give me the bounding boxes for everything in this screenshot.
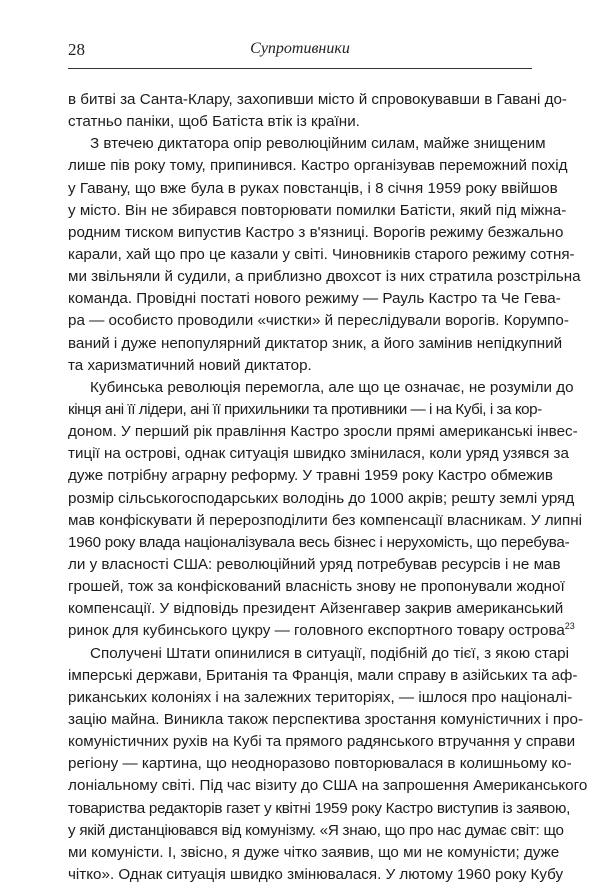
header-rule [68,68,532,69]
text-line-content: кінця ані її лідери, ані її прихильники та противники — і на Кубі, і за кор- [68,400,542,418]
text-line-content: З втечею диктатора опір революційним силам, майже знищеним [90,135,546,153]
text-line [68,643,570,665]
text-line [68,111,532,133]
text-line [68,842,560,864]
text-line [68,266,581,288]
text-line [68,155,568,177]
text-line [68,200,567,222]
text-line-content: ваний і дуже непопулярний диктатор зник, а його замінив непідкупний [68,334,563,352]
text-line-content: та харизматичний новий диктатор. [68,356,312,374]
text-line [68,709,583,731]
text-line-content: у якій дистанціювався від комунізму. «Я знаю, що про нас думає світ: що [68,821,564,839]
text-line [68,443,569,465]
text-line-content: родним тиском випустив Кастро з в'язниці. Ворогів режиму безжально [68,223,564,241]
page-number: 28 [68,40,85,59]
text-line [68,244,575,266]
body-text [68,89,588,886]
text-line-content: Сполучені Штати опинилися в ситуації, подібній до тієї, з якою старі [90,644,570,662]
text-line-content: грошей, тож за конфіскований власність знову не пропонували жодної [68,578,565,596]
text-line-content: у місто. Він не збирався повторювати помилки Батісти, який під міжна- [68,201,567,219]
text-line-content: дуже потрібну аграрну реформу. У травні 1959 року Кастро обмежив [68,467,553,485]
text-line-content: компенсації. У відповідь президент Айзенгавер закрив американський [68,600,564,618]
text-line [68,576,565,598]
text-line [68,510,583,532]
text-line [68,488,575,510]
text-line [68,399,542,421]
text-line [68,310,569,332]
text-line [68,288,561,310]
text-line [68,753,572,775]
text-line-content: у Гавану, що вже була в руках повстанців, і 8 січня 1959 року ввійшов [68,179,558,197]
text-line-content: Кубинська революція перемогла, але що це означає, не розуміли до [90,378,574,396]
text-line [68,333,563,355]
paragraph [68,133,581,377]
text-line-content: ми звільняли й судили, а приблизно двохсот із них стратила розстрільна [68,268,581,286]
paragraph [68,377,583,643]
text-line-content: регіону — картина, що неодноразово повторювалася в колишньому ко- [68,755,572,773]
text-line-content: товариства редакторів газет у квітні 1959 року Кастро виступив із заявою, [68,799,571,817]
text-line-content: 1960 року влада націоналізувала весь бізнес і нерухомість, що перебува- [68,533,570,551]
text-line [68,864,564,886]
text-line [68,820,564,842]
text-line [68,598,564,620]
text-line-content: ринок для кубинського цукру — головного експортного товару острова [68,622,565,640]
text-line-content: зацію майна. Виникла також перспектива зростання комуністичних і про- [68,710,583,728]
text-line-content: карали, хай що про це казали у світі. Чиновників старого режиму сотня- [68,245,575,263]
text-line-content: риканських колоніях і на залежних територіях, — ішлося про націоналі- [68,688,573,706]
text-line-content: лоніальному світі. Під час візиту до США на запрошення Американського [68,777,588,795]
running-title: Супротивники [250,40,350,57]
text-line [68,532,570,554]
paragraph [68,89,567,133]
text-line-content: ли у власності США: революційний уряд потребував ресурсів і не мав [68,555,561,573]
text-line-content: розмір сільськогосподарських володінь до 1000 акрів; решту землі уряд [68,489,575,507]
footnote-ref: 23 [564,621,575,632]
text-line [68,465,553,487]
text-line [68,798,571,820]
text-line-content: команда. Провідні постаті нового режиму — Рауль Кастро та Че Гева- [68,290,561,308]
text-line [68,687,573,709]
text-line-content: мав конфіскувати й перерозподілити без компенсації власникам. У липні [68,511,583,529]
text-line-content: лише пів року тому, припинився. Кастро організував переможний похід [68,157,568,175]
text-line-content: ми комуністи. І, звісно, я дуже чітко заявив, що ми не комуністи; дуже [68,843,560,861]
text-line [68,355,532,377]
paragraph [68,643,588,887]
page-header [68,40,532,62]
text-line [68,133,546,155]
text-line-content: тиції на острові, однак ситуація швидко змінилася, коли уряд узявся за [68,445,569,463]
text-line-content: статньо паніки, щоб Батіста втік із країни. [68,113,360,131]
text-line [68,731,576,753]
text-line [68,665,578,687]
text-line-content: імперські держави, Британія та Франція, мали справу в азійських та аф- [68,666,578,684]
text-line [68,620,575,642]
text-line [68,775,588,797]
text-line [68,377,574,399]
text-line-content: ра — особисто проводили «чистки» й переслідували ворогів. Корумпо- [68,312,569,330]
text-line-content: в битві за Санта-Клару, захопивши місто й спровокувавши в Гавані до- [68,91,567,108]
text-line [68,222,564,244]
text-line-content: чітко». Однак ситуація швидко змінювалася. У лютому 1960 року Кубу [68,865,564,883]
text-line-content: комуністичних рухів на Кубі та прямого радянського втручання у справи [68,733,576,751]
text-line [68,421,578,443]
text-line [68,89,567,111]
text-line-content: доном. У перший рік правління Кастро зросли прямі американські інвес- [68,423,578,441]
text-line [68,178,558,200]
text-line [68,554,561,576]
